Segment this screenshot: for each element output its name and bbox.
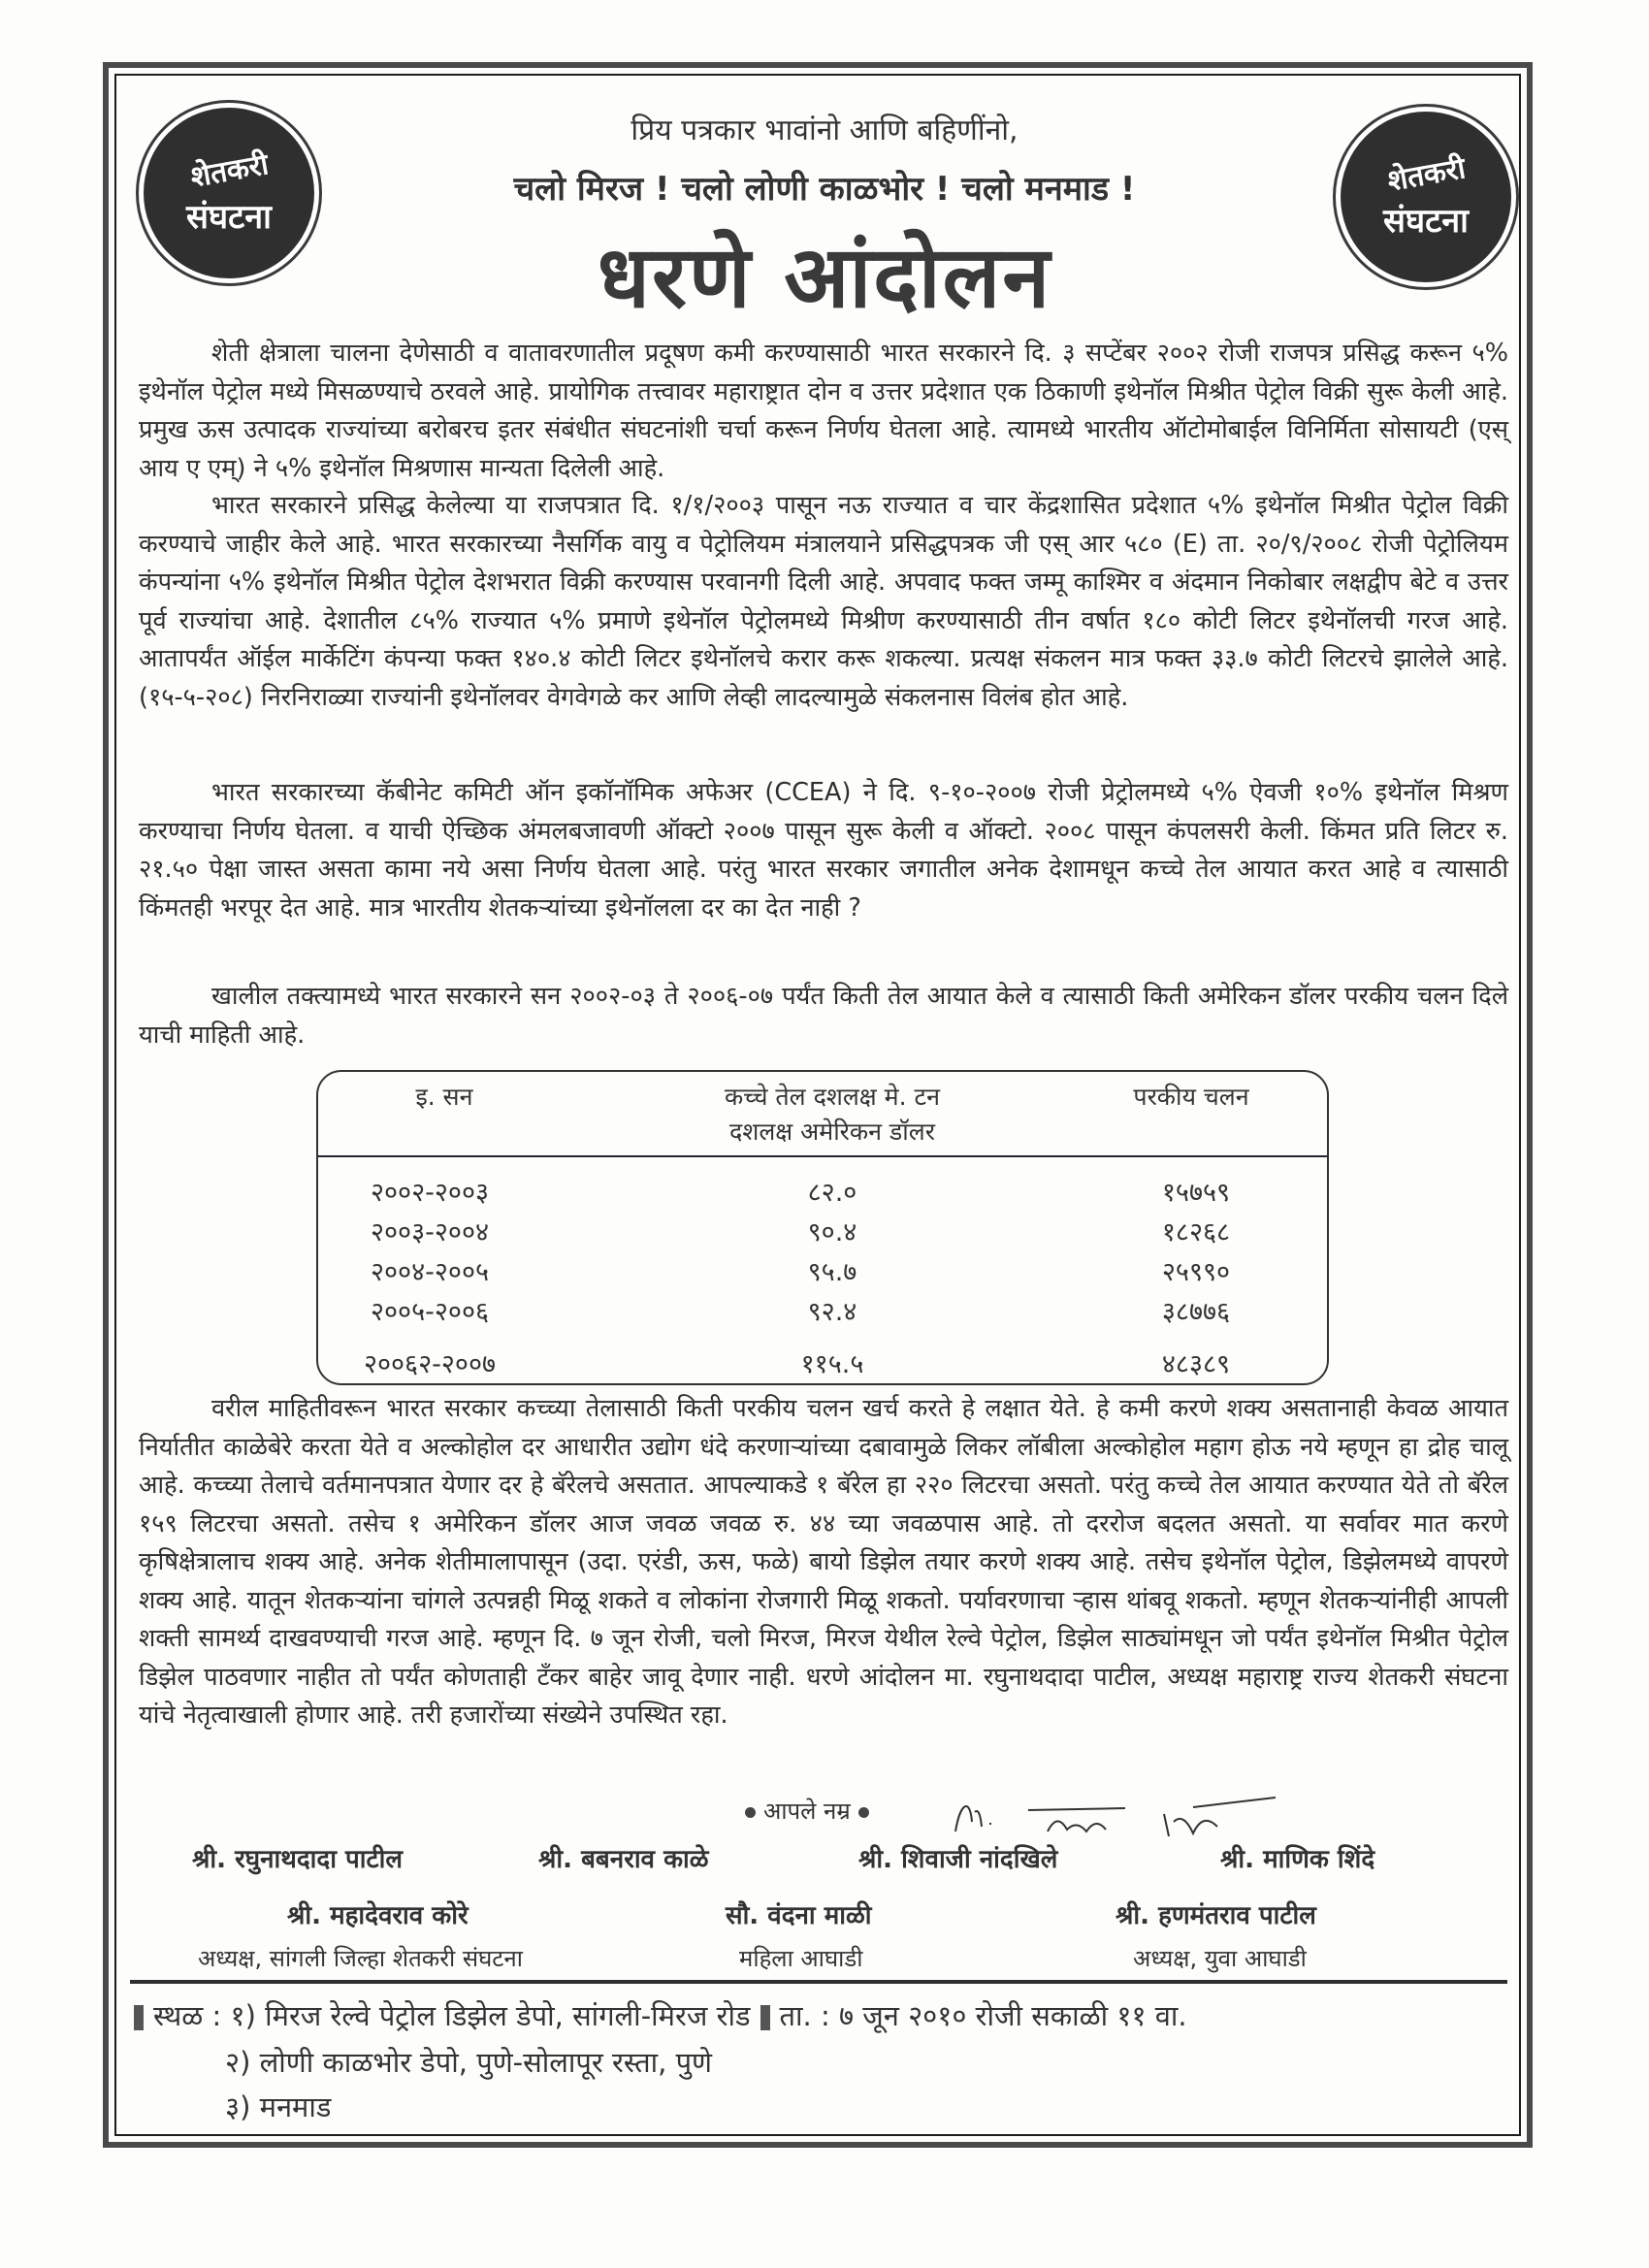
header-year: इ. सन: [415, 1083, 473, 1111]
paragraph-3: [139, 774, 1508, 927]
cell-year: २००६२-२००७: [363, 1349, 497, 1379]
table-row: [318, 1213, 1327, 1251]
cell-crude-oil: ८२.०: [807, 1178, 857, 1208]
paragraph-2: [139, 487, 1508, 717]
table-row: [318, 1252, 1327, 1291]
signatory-role: महिला आघाडी: [739, 1945, 863, 1972]
signatory-role: अध्यक्ष, सांगली जिल्हा शेतकरी संघटना: [198, 1945, 523, 1972]
venue-line-1: [134, 1996, 1187, 2034]
logo-text-bottom: संघटना: [1383, 201, 1469, 241]
table-row: [318, 1345, 1327, 1383]
cell-currency: ४८३८९: [1161, 1349, 1231, 1379]
cell-crude-oil: ९५.७: [807, 1257, 857, 1287]
venue-label: स्थळ :: [153, 1999, 222, 2032]
table-row: [318, 1173, 1327, 1212]
venue-place-3: ३) मनमाड: [225, 2090, 332, 2123]
oil-import-table: [316, 1070, 1329, 1385]
cell-year: २००२-२००३: [370, 1178, 490, 1208]
cell-year: २००४-२००५: [370, 1257, 490, 1287]
logo-text-top: शेतकरी: [187, 146, 272, 195]
headline: धरणे आंदोलन: [597, 227, 1052, 327]
paragraph-5: [139, 1390, 1508, 1735]
signatory-name: श्री. शिवाजी नांदखिले: [858, 1845, 1058, 1874]
paragraph-4-text: खालील तक्त्यामध्ये भारत सरकारने सन २००२-०३ ते २००६-०७ पर्यंत किती तेल आयात केले व त्यासाठी किती अमेरिकन डॉलर परकीय चलन दिले याची माहिती आहे.: [139, 982, 1508, 1050]
closing-text: आपले नम्र: [763, 1798, 851, 1825]
paragraph-1-text: शेती क्षेत्राला चालना देणेसाठी व वातावरणातील प्रदूषण कमी करण्यासाठी भारत सरकारने दि. ३ सप्टेंबर २००२ रोजी राजपत्र प्रसिद्ध करून ५% इथेनॉल पेट्रोल मध्ये मिसळण्याचे ठरवले आहे. प्रायोगिक तत्त्वावर महाराष्ट्रात दोन व उत्तर प्रदेशात एक ठिकाणी इथेनॉल मिश्रीत पेट्रोल विक्री सुरू केली आहे. प्रमुख ऊस उत्पादक राज्यांच्या बरोबरच इतर संबंधीत संघटनांशी चर्चा करून निर्णय घेतला आहे. त्यामध्ये भारतीय ऑटोमोबाईल विनिर्मिता सोसायटी (एस् आय ए एम्) ने ५% इथेनॉल मिश्रणास मान्यता दिलेली आहे.: [139, 339, 1508, 483]
table-row: [318, 1292, 1327, 1331]
bullet-icon: [858, 1807, 869, 1818]
bar-marker-icon: [134, 2005, 144, 2030]
cell-currency: २५९९०: [1161, 1257, 1231, 1287]
cell-crude-oil: ९०.४: [807, 1217, 857, 1247]
salutation: प्रिय पत्रकार भावांनो आणि बहिणींनो,: [630, 113, 1018, 147]
handwritten-signature: [951, 1793, 1280, 1841]
logo-text-bottom: संघटना: [186, 197, 272, 237]
table-header: [318, 1072, 1327, 1157]
header-crude-oil: [638, 1080, 1026, 1150]
signatory-role: अध्यक्ष, युवा आघाडी: [1133, 1945, 1307, 1972]
signatory-name: सौ. वंदना माळी: [726, 1901, 872, 1930]
paragraph-4: [139, 978, 1508, 1054]
closing-yours: [737, 1795, 877, 1827]
cell-crude-oil: ९२.४: [807, 1297, 857, 1327]
signatory-name: श्री. माणिक शिंदे: [1220, 1845, 1375, 1874]
cell-crude-oil: ११५.५: [800, 1349, 864, 1379]
header-foreign-currency: परकीय चलन: [1133, 1083, 1249, 1111]
cell-year: २००३-२००४: [370, 1217, 490, 1247]
section-divider: [130, 1980, 1507, 1984]
signatory-name: श्री. बबनराव काळे: [538, 1845, 709, 1874]
paragraph-1: [139, 335, 1508, 488]
venue-place-1: १) मिरज रेल्वे पेट्रोल डिझेल डेपो, सांगली-मिरज रोड: [230, 1999, 751, 2032]
logo-text-top: शेतकरी: [1384, 150, 1469, 199]
paragraph-3-text: भारत सरकारच्या कॅबीनेट कमिटी ऑन इकॉनॉमिक अफेअर (CCEA) ने दि. ९-१०-२००७ रोजी प्रेट्रोलमध्ये ५% ऐवजी १०% इथेनॉल मिश्रण करण्याचा निर्णय घेतला. व याची ऐच्छिक अंमलबजावणी ऑक्टो २००७ पासून सुरू केली व ऑक्टो. २००८ पासून कंपलसरी केली. किंमत प्रति लिटर रु. २१.५० पेक्षा जास्त असता कामा नये असा निर्णय घेतला आहे. परंतु भारत सरकार जगातील अनेक देशामधून कच्चे तेल आयात करत आहे व त्यासाठी किंमतही भरपूर देत आहे. मात्र भारतीय शेतकऱ्यांच्या इथेनॉलला दर का देत नाही ?: [139, 778, 1508, 923]
bar-marker-icon: [760, 2005, 770, 2030]
venue-place-2: २) लोणी काळभोर डेपो, पुणे-सोलापूर रस्ता, पुणे: [225, 2046, 713, 2079]
slogan: चलो मिरज ! चलो लोणी काळभोर ! चलो मनमाड !: [513, 170, 1136, 209]
event-date: ता. : ७ जून २०१० रोजी सकाळी ११ वा.: [779, 1999, 1187, 2032]
cell-year: २००५-२००६: [370, 1297, 490, 1327]
signatory-name: श्री. रघुनाथदादा पाटील: [192, 1845, 403, 1874]
cell-currency: ३८७७६: [1161, 1297, 1231, 1327]
signatory-name: श्री. हणमंतराव पाटील: [1116, 1901, 1316, 1930]
paragraph-2-text: भारत सरकारने प्रसिद्ध केलेल्या या राजपत्रात दि. १/१/२००३ पासून नऊ राज्यात व चार केंद्रशासित प्रदेशात ५% इथेनॉल मिश्रीत पेट्रोल विक्री करण्याचे जाहीर केले आहे. भारत सरकारच्या नैसर्गिक वायु व पेट्रोलियम मंत्रालयाने प्रसिद्धपत्रक जी एस् आर ५८० (E) ता. २०/९/२००८ रोजी पेट्रोलियम कंपन्यांना ५% इथेनॉल मिश्रीत पेट्रोल देशभरात विक्री करण्यास परवानगी दिली आहे. अपवाद फक्त जम्मू काश्मिर व अंदमान निकोबार लक्षद्वीप बेटे व उत्तर पूर्व राज्यांचा आहे. देशातील ८५% राज्यात ५% प्रमाणे इथेनॉल पेट्रोलमध्ये मिश्रीण करण्यासाठी तीन वर्षात १८० कोटी लिटर इथेनॉलची गरज आहे. आतापर्यंत ऑईल मार्केटिंग कंपन्या फक्त १४०.४ कोटी लिटर इथेनॉलचे करार करू शकल्या. प्रत्यक्ष संकलन मात्र फक्त ३३.७ कोटी लिटरचे झालेले आहे. (१५-५-२०८) निरनिराळ्या राज्यांनी इथेनॉलवर वेगवेगळे कर आणि लेव्ही लादल्यामुळे संकलनास विलंब होत आहे.: [139, 491, 1508, 712]
header-crude-oil-line2: दशलक्ष अमेरिकन डॉलर: [729, 1118, 935, 1146]
signatory-name: श्री. महादेवराव कोरे: [287, 1901, 469, 1930]
cell-currency: १८२६८: [1161, 1217, 1231, 1247]
paragraph-5-text: वरील माहितीवरून भारत सरकार कच्च्या तेलासाठी किती परकीय चलन खर्च करते हे लक्षात येते. हे कमी करणे शक्य असतानाही केवळ आयात निर्यातीत काळेबेरे करता येते व अल्कोहोल दर आधारीत उद्योग धंदे करणाऱ्यांच्या दबावामुळे लिकर लॉबीला अल्कोहोल महाग होऊ नये म्हणून हा द्रोह चालू आहे. कच्च्या तेलाचे वर्तमानपत्रात येणार दर हे बॅरेलचे असतात. आपल्याकडे १ बॅरेल हा २२० लिटरचा असतो. परंतु कच्चे तेल आयात करण्यात येते तो बॅरेल १५९ लिटरचा असतो. तसेच १ अमेरिकन डॉलर आज जवळ जवळ रु. ४४ च्या जवळपास आहे. तो दररोज बदलत असतो. या सर्वावर मात करणे कृषिक्षेत्रालाच शक्य आहे. अनेक शेतीमालापासून (उदा. एरंडी, ऊस, फळे) बायो डिझेल तयार करणे शक्य आहे. तसेच इथेनॉल पेट्रोल, डिझेलमध्ये वापरणे शक्य आहे. यातून शेतकऱ्यांना चांगले उत्पन्नही मिळू शकते व लोकांना रोजगारी मिळू शकतो. पर्यावरणाचा ऱ्हास थांबवू शकतो. म्हणून शेतकऱ्यांनीही आपली शक्ती सामर्थ्य दाखवण्याची गरज आहे. म्हणून दि. ७ जून रोजी, चलो मिरज, मिरज येथील रेल्वे पेट्रोल, डिझेल साठ्यांमधून जो पर्यंत इथेनॉल मिश्रीत पेट्रोल डिझेल पाठवणार नाहीत तो पर्यंत कोणताही टँकर बाहेर जावू देणार नाही. धरणे आंदोलन मा. रघुनाथदादा पाटील, अध्यक्ष महाराष्ट्र राज्य शेतकरी संघटना यांचे नेतृत्वाखाली होणार आहे. तरी हजारोंच्या संख्येने उपस्थित रहा.: [139, 1394, 1508, 1730]
header-crude-oil-line1: कच्चे तेल दशलक्ष मे. टन: [724, 1083, 940, 1111]
bullet-icon: [745, 1807, 756, 1818]
cell-currency: १५७५९: [1161, 1178, 1231, 1208]
